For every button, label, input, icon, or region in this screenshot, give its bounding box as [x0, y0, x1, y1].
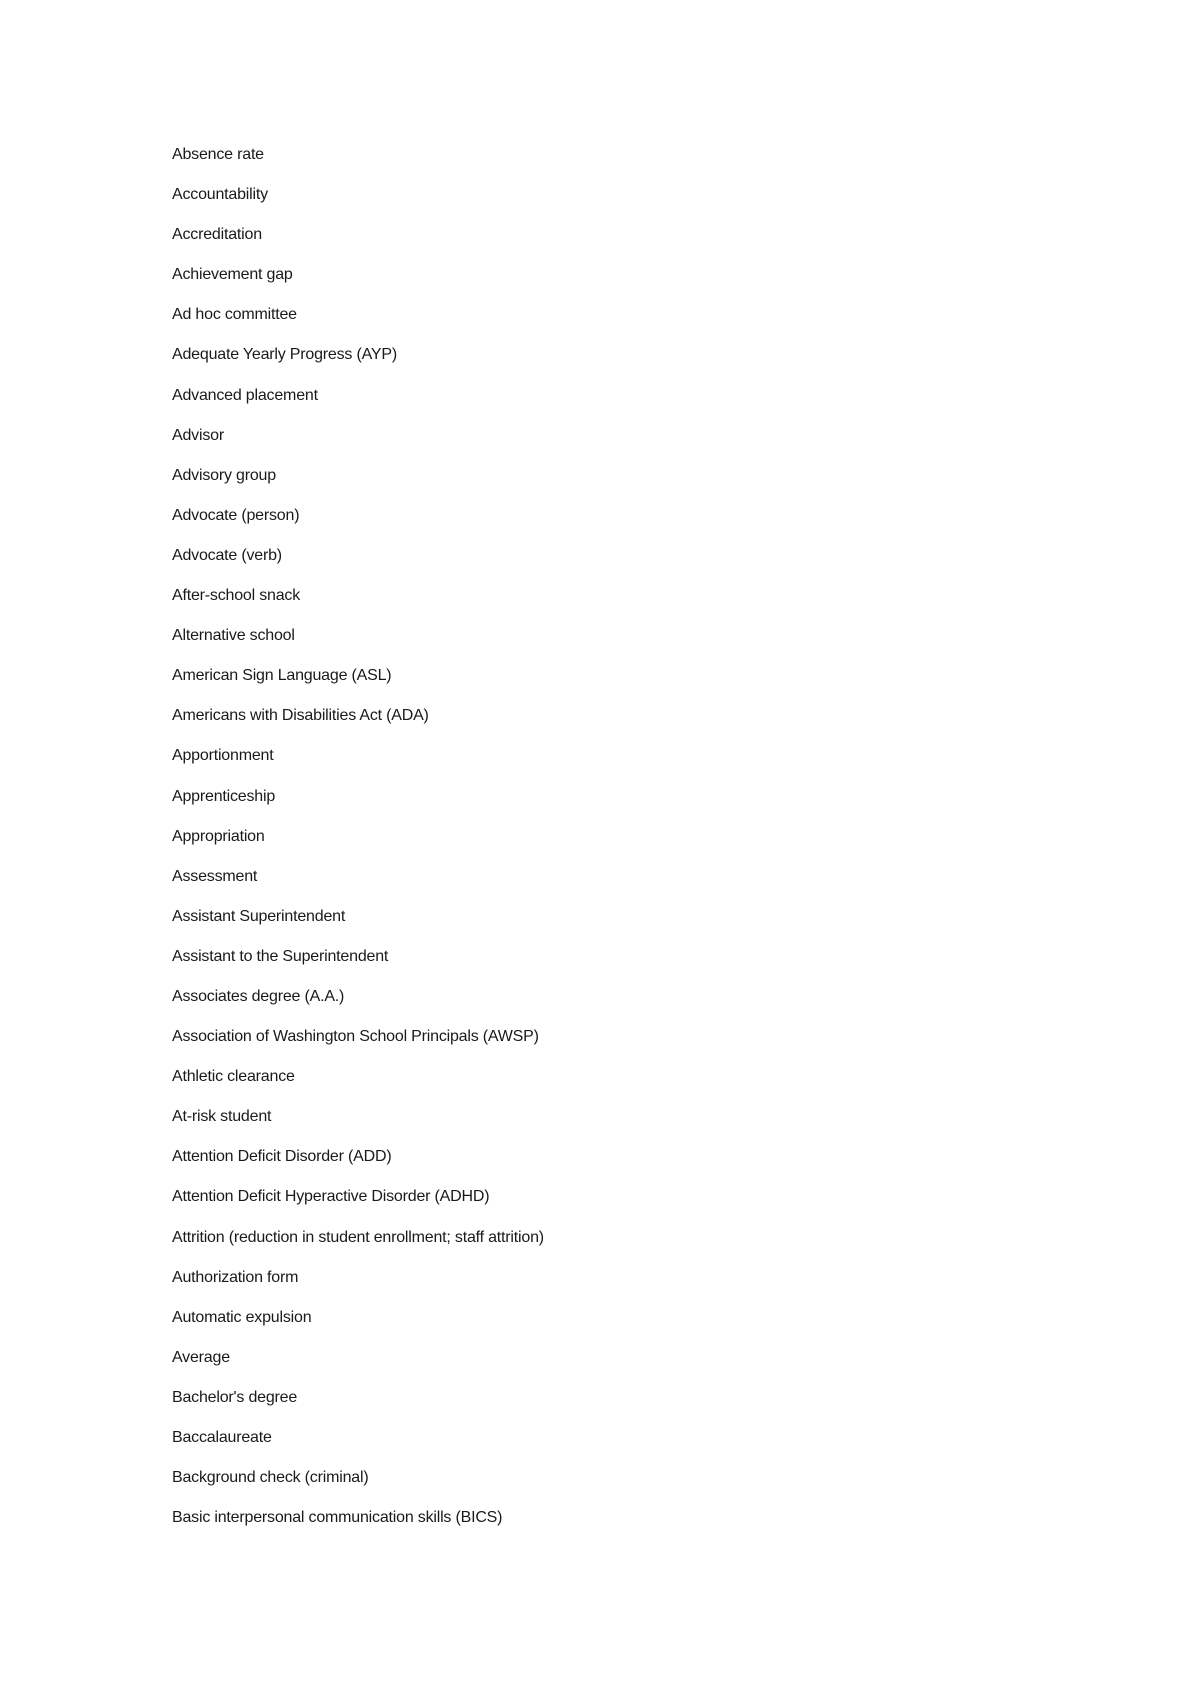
glossary-term: Attrition (reduction in student enrollment; staff attrition) — [172, 1228, 544, 1246]
glossary-term: Apprenticeship — [172, 787, 276, 805]
glossary-term: Average — [172, 1348, 230, 1366]
glossary-term: Ad hoc committee — [172, 306, 297, 324]
glossary-term: Absence rate — [172, 146, 264, 163]
glossary-term: Achievement gap — [172, 266, 293, 284]
glossary-term: Advisor — [172, 426, 224, 444]
glossary-term: Advisory group — [172, 466, 276, 484]
glossary-term: Accountability — [172, 186, 268, 204]
glossary-term: Automatic expulsion — [172, 1308, 312, 1326]
glossary-term: Accreditation — [172, 226, 262, 244]
glossary-term: Athletic clearance — [172, 1068, 295, 1086]
glossary-term: Americans with Disabilities Act (ADA) — [172, 707, 429, 725]
glossary-term: Assessment — [172, 867, 258, 885]
glossary-term: At-risk student — [172, 1108, 272, 1126]
glossary-term: Alternative school — [172, 627, 295, 645]
glossary-term: Advocate (person) — [172, 506, 300, 524]
glossary-term: Authorization form — [172, 1268, 299, 1286]
glossary-term: Advocate (verb) — [172, 546, 282, 564]
glossary-term-list — [172, 142, 544, 1545]
glossary-term: Appropriation — [172, 827, 265, 845]
glossary-term: Assistant to the Superintendent — [172, 947, 389, 965]
glossary-term: Baccalaureate — [172, 1429, 272, 1446]
glossary-term: Basic interpersonal communication skills (BICS) — [172, 1509, 503, 1527]
glossary-term: Adequate Yearly Progress (AYP) — [172, 346, 397, 364]
glossary-term: Assistant Superintendent — [172, 907, 346, 925]
glossary-term: Associates degree (A.A.) — [172, 987, 345, 1005]
glossary-term: After-school snack — [172, 587, 301, 605]
glossary-term: Background check (criminal) — [172, 1469, 369, 1487]
glossary-term: Association of Washington School Principals (AWSP) — [172, 1028, 539, 1046]
glossary-term: Apportionment — [172, 747, 274, 765]
glossary-term: Bachelor's degree — [172, 1388, 298, 1406]
glossary-term: Attention Deficit Disorder (ADD) — [172, 1148, 392, 1166]
glossary-term: American Sign Language (ASL) — [172, 667, 392, 685]
glossary-term: Attention Deficit Hyperactive Disorder (ADHD) — [172, 1188, 490, 1206]
glossary-term: Advanced placement — [172, 386, 318, 404]
